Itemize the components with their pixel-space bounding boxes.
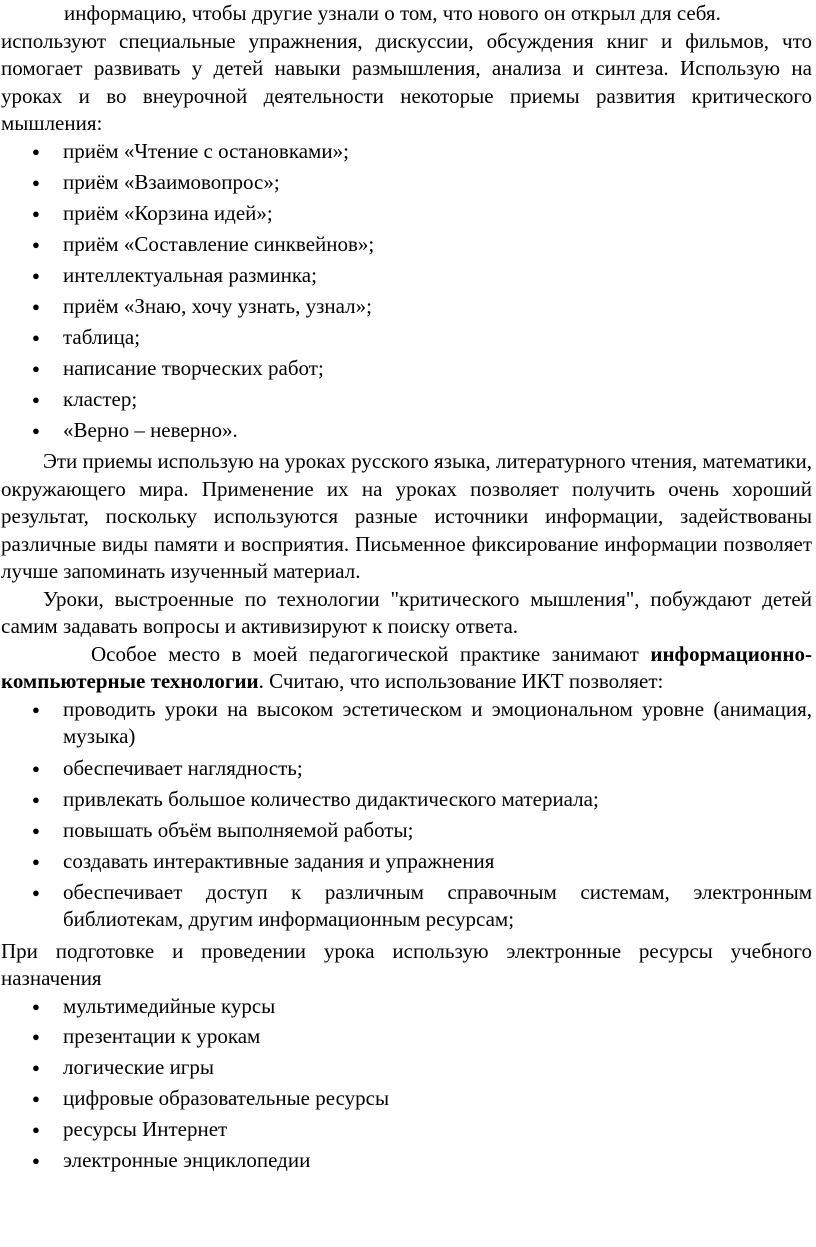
list-item: ● цифровые образовательные ресурсы [1,1085,812,1113]
list-item: ● приём «Составление синквейнов»; [1,231,812,259]
list-item: ● ресурсы Интернет [1,1116,812,1144]
list-item: ● логические игры [1,1054,812,1082]
list-item: ● приём «Знаю, хочу узнать, узнал»; [1,293,812,321]
lessons-paragraph: Уроки, выстроенные по технологии "критического мышления", побуждают детей самим задавать вопросы и активизируют к поиску ответа. [1,586,812,639]
usage-paragraph: Эти приемы использую на уроках русского языка, литературного чтения, математики, окружающего мира. Применение их на уроках позволяет получить очень хороший результат, поскольку используются разные источники информации, задействованы различные виды памяти и восприятия. Письменное фиксирование информации позволяет лучше запоминать изученный материал. [1,449,812,584]
bullet-icon: ● [32,1091,40,1107]
bullet-icon: ● [32,1060,40,1076]
bullet-icon: ● [32,1152,40,1168]
bullet-icon: ● [32,392,40,408]
intro-first-line: информацию, чтобы другие узнали о том, что нового он открыл для себя. [64,1,721,25]
list-item: ● написание творческих работ; [1,355,812,383]
resources-paragraph: При подготовке и проведении урока использую электронные ресурсы учебного назначения [1,938,812,990]
ict-paragraph: Особое место в моей педагогической практике занимают информационно-компьютерные технологии. Считаю, что использование ИКТ позволяет: [1,641,812,694]
list-item: ● таблица; [1,324,812,352]
bullet-icon: ● [32,423,40,439]
list-item: ● электронные энциклопедии [1,1147,812,1175]
bullet-icon: ● [32,298,40,314]
list-item: ● обеспечивает наглядность; [1,755,812,783]
bullet-icon: ● [32,760,40,776]
list-item: ● создавать интерактивные задания и упражнения [1,848,812,876]
bullet-icon: ● [32,822,40,838]
bullet-icon: ● [32,330,40,346]
bullet-icon: ● [32,267,40,283]
bullet-icon: ● [32,1122,40,1138]
intro-rest: используют специальные упражнения, дискуссии, обсуждения книг и фильмов, что помогает развивать у детей навыки размышления, анализа и синтеза. Использую на уроках и во внеурочной деятельности некоторые приемы развития критического мышления: [1,28,812,135]
techniques-list [1,138,812,445]
bullet-icon: ● [32,791,40,807]
ict-benefits-list [1,696,812,934]
list-item: ● приём «Чтение с остановками»; [1,138,812,166]
list-item: ● привлекать большое количество дидактического материала; [1,786,812,814]
list-item: ● интеллектуальная разминка; [1,262,812,290]
bullet-icon: ● [32,1029,40,1045]
list-item: ● кластер; [1,386,812,414]
intro-paragraph [1,0,812,138]
bullet-icon: ● [32,143,40,159]
bullet-icon: ● [32,174,40,190]
list-item: ● повышать объём выполняемой работы; [1,817,812,845]
list-item: ● обеспечивает доступ к различным справочным системам, электронным библиотекам, другим информационным ресурсам; [32,879,812,932]
resources-list [1,993,812,1175]
bullet-icon: ● [32,701,40,717]
bullet-icon: ● [32,205,40,221]
list-item: ● приём «Корзина идей»; [1,200,812,228]
bullet-icon: ● [32,884,40,900]
list-item: ● приём «Взаимовопрос»; [1,169,812,197]
list-item: ● «Верно – неверно». [1,417,812,445]
bullet-icon: ● [32,998,40,1014]
list-item: ● презентации к урокам [1,1023,812,1051]
bullet-icon: ● [32,853,40,869]
list-item: ● проводить уроки на высоком эстетическом и эмоциональном уровне (анимация, музыка) [32,696,812,749]
ict-term: информационно-компьютерные технологии [1,641,812,694]
list-item: ● мультимедийные курсы [1,993,812,1021]
bullet-icon: ● [32,236,40,252]
bullet-icon: ● [32,361,40,377]
